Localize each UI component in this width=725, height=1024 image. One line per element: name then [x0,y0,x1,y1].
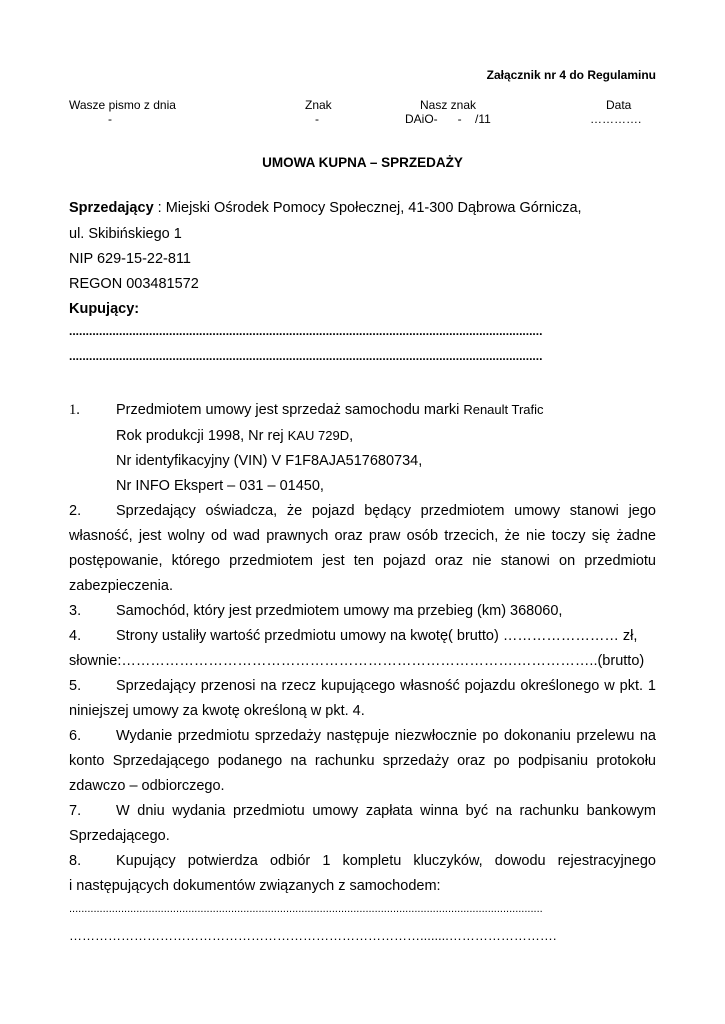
p8-dotted-line-1: ........................................................................................................................................................... [69,903,543,915]
ref-sign-value: - [315,112,319,126]
p4-line-1 [69,626,656,646]
ref-your-letter-value: - [108,112,112,126]
seller-name: : Miejski Ośrodek Pomocy Społecznej, 41-300 Dąbrowa Górnicza, [153,200,582,216]
p7-number: 7. [69,803,82,819]
p8-dotted-line-2: ………………………………………………………………………........……………………. [69,928,557,943]
p2-line-4: zabezpieczenia. [69,578,173,594]
p5-text-1: Sprzedający przenosi na rzecz kupującego własność pojazdu określonego w pkt. 1 [116,678,656,694]
seller-nip: NIP 629-15-22-811 [69,251,191,267]
p1-vin: Nr identyfikacyjny (VIN) V F1F8AJA517680734, [116,453,423,469]
p2-line-3: postępowanie, którego przedmiotem jest ten pojazd oraz nie stanowi on przedmiotu [69,553,656,569]
ref-your-letter-label: Wasze pismo z dnia [69,98,176,112]
p7-text-1: W dniu wydania przedmiotu umowy zapłata winna być na rachunku bankowym [116,803,656,819]
p1-line-1 [69,400,656,420]
annex-label: Załącznik nr 4 do Regulaminu [486,68,656,82]
ref-our-sign-value: DAiO- - /11 [405,112,491,126]
p2-line-1 [69,501,656,521]
p1-year: Rok produkcji 1998, Nr rej [116,428,288,444]
ref-our-sign-label: Nasz znak [420,98,477,112]
seller-label: Sprzedający [69,200,154,216]
p7-line-2: Sprzedającego. [69,828,170,844]
p4-text-1: Strony ustaliły wartość przedmiotu umowy na kwotę( brutto) …………………… zł, [116,628,638,644]
p1-number: 1. [69,402,80,418]
p8-line-1 [69,851,656,871]
ref-date-value: …………. [590,112,642,126]
p4-number: 4. [69,628,82,644]
p6-line-2: konto Sprzedającego podanego na rachunku sprzedaży oraz po podpisaniu protokołu [69,753,656,769]
seller-regon: REGON 003481572 [69,276,199,292]
p1-text: Przedmiotem umowy jest sprzedaż samochodu marki [116,402,464,418]
p3-line [69,601,656,621]
p6-text-1: Wydanie przedmiotu sprzedaży następuje niezwłocznie po dokonaniu przelewu na [116,728,656,744]
p7-line-1 [69,801,656,821]
p8-number: 8. [69,853,82,869]
p1-brand: Renault Trafic [463,402,544,417]
p2-line-2: własność, jest wolny od wad prawnych oraz praw osób trzecich, że nie toczy się żadne [69,528,656,544]
p1-reg-suffix: , [349,428,354,444]
p6-line-1 [69,726,656,746]
ref-date-label: Data [606,98,632,112]
p3-number: 3. [69,603,82,619]
p8-text-1: Kupujący potwierdza odbiór 1 kompletu kluczyków, dowodu rejestracyjnego [116,853,656,869]
p1-reg: KAU 729D [287,428,350,443]
document-title: UMOWA KUPNA – SPRZEDAŻY [262,155,463,170]
p5-line-2: niniejszej umowy za kwotę określoną w pkt. 4. [69,703,365,719]
p5-line-1 [69,676,656,696]
buyer-label: Kupujący: [69,301,140,317]
p8-line-2: i następujących dokumentów związanych z samochodem: [69,878,441,894]
p1-line-2 [116,426,703,446]
p1-info: Nr INFO Ekspert – 031 – 01450, [116,478,324,494]
seller-line [69,198,656,218]
p6-line-3: zdawczo – odbiorczego. [69,778,225,794]
p3-text: Samochód, który jest przedmiotem umowy ma przebieg (km) 368060, [116,603,563,619]
p4-line-2: słownie:……………………………………………………………………….……………..(brutto) [69,653,645,669]
seller-street: ul. Skibińskiego 1 [69,226,182,242]
buyer-dotted-line-1: .............................................................................................................................................. [69,324,543,338]
p5-number: 5. [69,678,82,694]
p2-number: 2. [69,503,82,519]
ref-sign-label: Znak [305,98,332,112]
p6-number: 6. [69,728,82,744]
p2-text-1: Sprzedający oświadcza, że pojazd będący przedmiotem umowy stanowi jego [116,503,656,519]
buyer-dotted-line-2: .............................................................................................................................................. [69,349,543,363]
